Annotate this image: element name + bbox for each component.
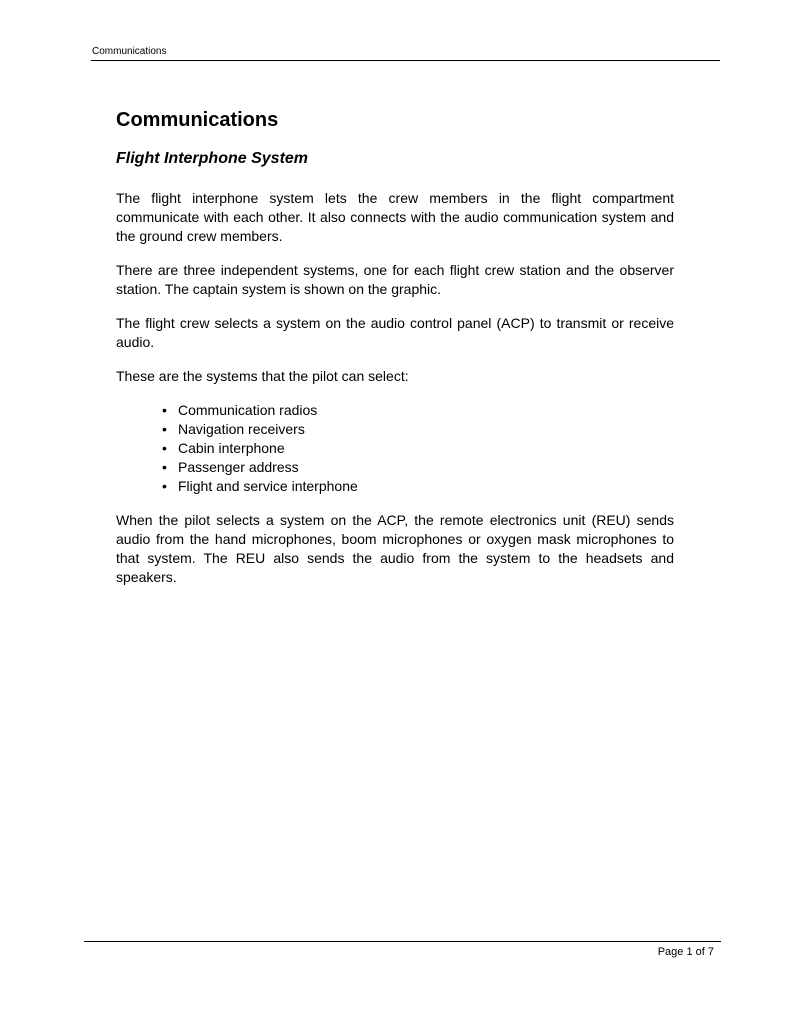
list-item [161,477,674,496]
list-item-label: Navigation receivers [178,421,305,437]
paragraph-systems: There are three independent systems, one for each flight crew station and the observer station. The captain system is shown on the graphic. [116,262,674,297]
bullet-icon: • [162,421,167,437]
section-title: Flight Interphone System [116,150,309,167]
paragraph-reu: When the pilot selects a system on the ACP, the remote electronics unit (REU) sends audio from the hand microphones, boom microphones or oxygen mask microphones to that system. The REU also sends the audio from the system to the headsets and speakers. [116,512,674,585]
list-item-label: Communication radios [178,402,318,418]
list-item [161,420,674,439]
paragraph-intro: The flight interphone system lets the crew members in the flight compartment communicate with each other. It also connects with the audio communication system and the ground crew members. [116,190,674,244]
running-title: Communications [92,46,167,57]
list-item [161,439,674,458]
document-body [116,107,674,587]
paragraph-acp: The flight crew selects a system on the audio control panel (ACP) to transmit or receive audio. [116,315,674,350]
list-item-label: Cabin interphone [178,440,285,456]
paragraph-list-intro: These are the systems that the pilot can select: [116,368,409,384]
list-item [161,458,674,477]
list-item-label: Flight and service interphone [178,478,358,494]
page-footer [84,941,721,962]
bullet-icon: • [162,440,167,456]
page-number: Page 1 of 7 [657,946,714,958]
list-item [161,401,674,420]
list-item-label: Passenger address [178,459,299,475]
systems-list [116,401,674,496]
page-title: Communications [116,109,279,131]
bullet-icon: • [162,459,167,475]
bullet-icon: • [162,402,167,418]
bullet-icon: • [162,478,167,494]
page-header [91,45,720,61]
